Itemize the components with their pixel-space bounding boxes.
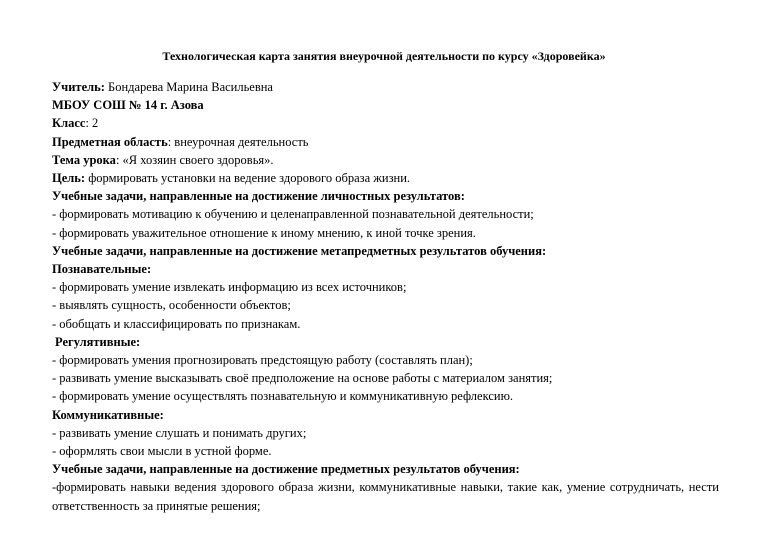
class-value: : 2 (85, 116, 99, 131)
personal-results-heading: Учебные задачи, направленные на достижение личностных результатов: (52, 189, 465, 204)
document-title: Технологическая карта занятия внеурочной деятельности по курсу «Здоровейка» (162, 49, 606, 63)
document-body (52, 78, 719, 515)
goal-label: Цель: (52, 171, 86, 186)
cognitive-item: - формировать умение извлекать информацию из всех источников; (52, 280, 407, 295)
teacher-value: Бондарева Марина Васильевна (104, 80, 273, 94)
meta-results-heading: Учебные задачи, направленные на достижение метапредметных результатов обучения: (52, 243, 547, 258)
school-line: МБОУ СОШ № 14 г. Азова (52, 98, 204, 113)
subject-results-heading: Учебные задачи, направленные на достижение предметных результатов обучения: (52, 462, 520, 477)
regulative-item: - формировать умения прогнозировать предстоящую работу (составлять план); (52, 353, 473, 368)
teacher-line (52, 78, 719, 96)
subject-area-value: : внеурочная деятельность (167, 134, 309, 149)
subject-area-label: Предметная область (52, 134, 168, 149)
goal-value: формировать установки на ведение здорового образа жизни. (85, 171, 411, 186)
cognitive-heading: Познавательные: (52, 262, 152, 277)
class-line (52, 114, 719, 132)
lesson-topic-value: : «Я хозяин своего здоровья». (115, 152, 274, 167)
regulative-heading: Регулятивные: (55, 334, 141, 349)
subject-results-item: -формировать навыки ведения здорового образа жизни, коммуникативные навыки, такие как, умение сотрудничать, нести ответственность за принятые решения; (52, 480, 719, 513)
regulative-item: - формировать умение осуществлять познавательную и коммуникативную рефлексию. (52, 389, 514, 404)
personal-item: - формировать мотивацию к обучению и целенаправленной познавательной деятельности; (52, 207, 534, 222)
subject-area-line (52, 133, 719, 151)
teacher-label: Учитель: (52, 80, 105, 94)
lesson-topic-label: Тема урока (52, 152, 116, 167)
cognitive-item: - обобщать и классифицировать по признакам. (52, 316, 301, 331)
lesson-topic-line (52, 151, 719, 169)
goal-line (52, 169, 719, 187)
cognitive-item: - выявлять сущность, особенности объектов; (52, 298, 291, 313)
communicative-item: - оформлять свои мысли в устной форме. (52, 444, 272, 459)
class-label: Класс (52, 116, 86, 131)
communicative-item: - развивать умение слушать и понимать других; (52, 425, 307, 440)
communicative-heading: Коммуникативные: (52, 407, 164, 422)
regulative-item: - развивать умение высказывать своё предположение на основе работы с материалом занятия; (52, 371, 553, 386)
personal-item: - формировать уважительное отношение к иному мнению, к иной точке зрения. (52, 225, 476, 240)
